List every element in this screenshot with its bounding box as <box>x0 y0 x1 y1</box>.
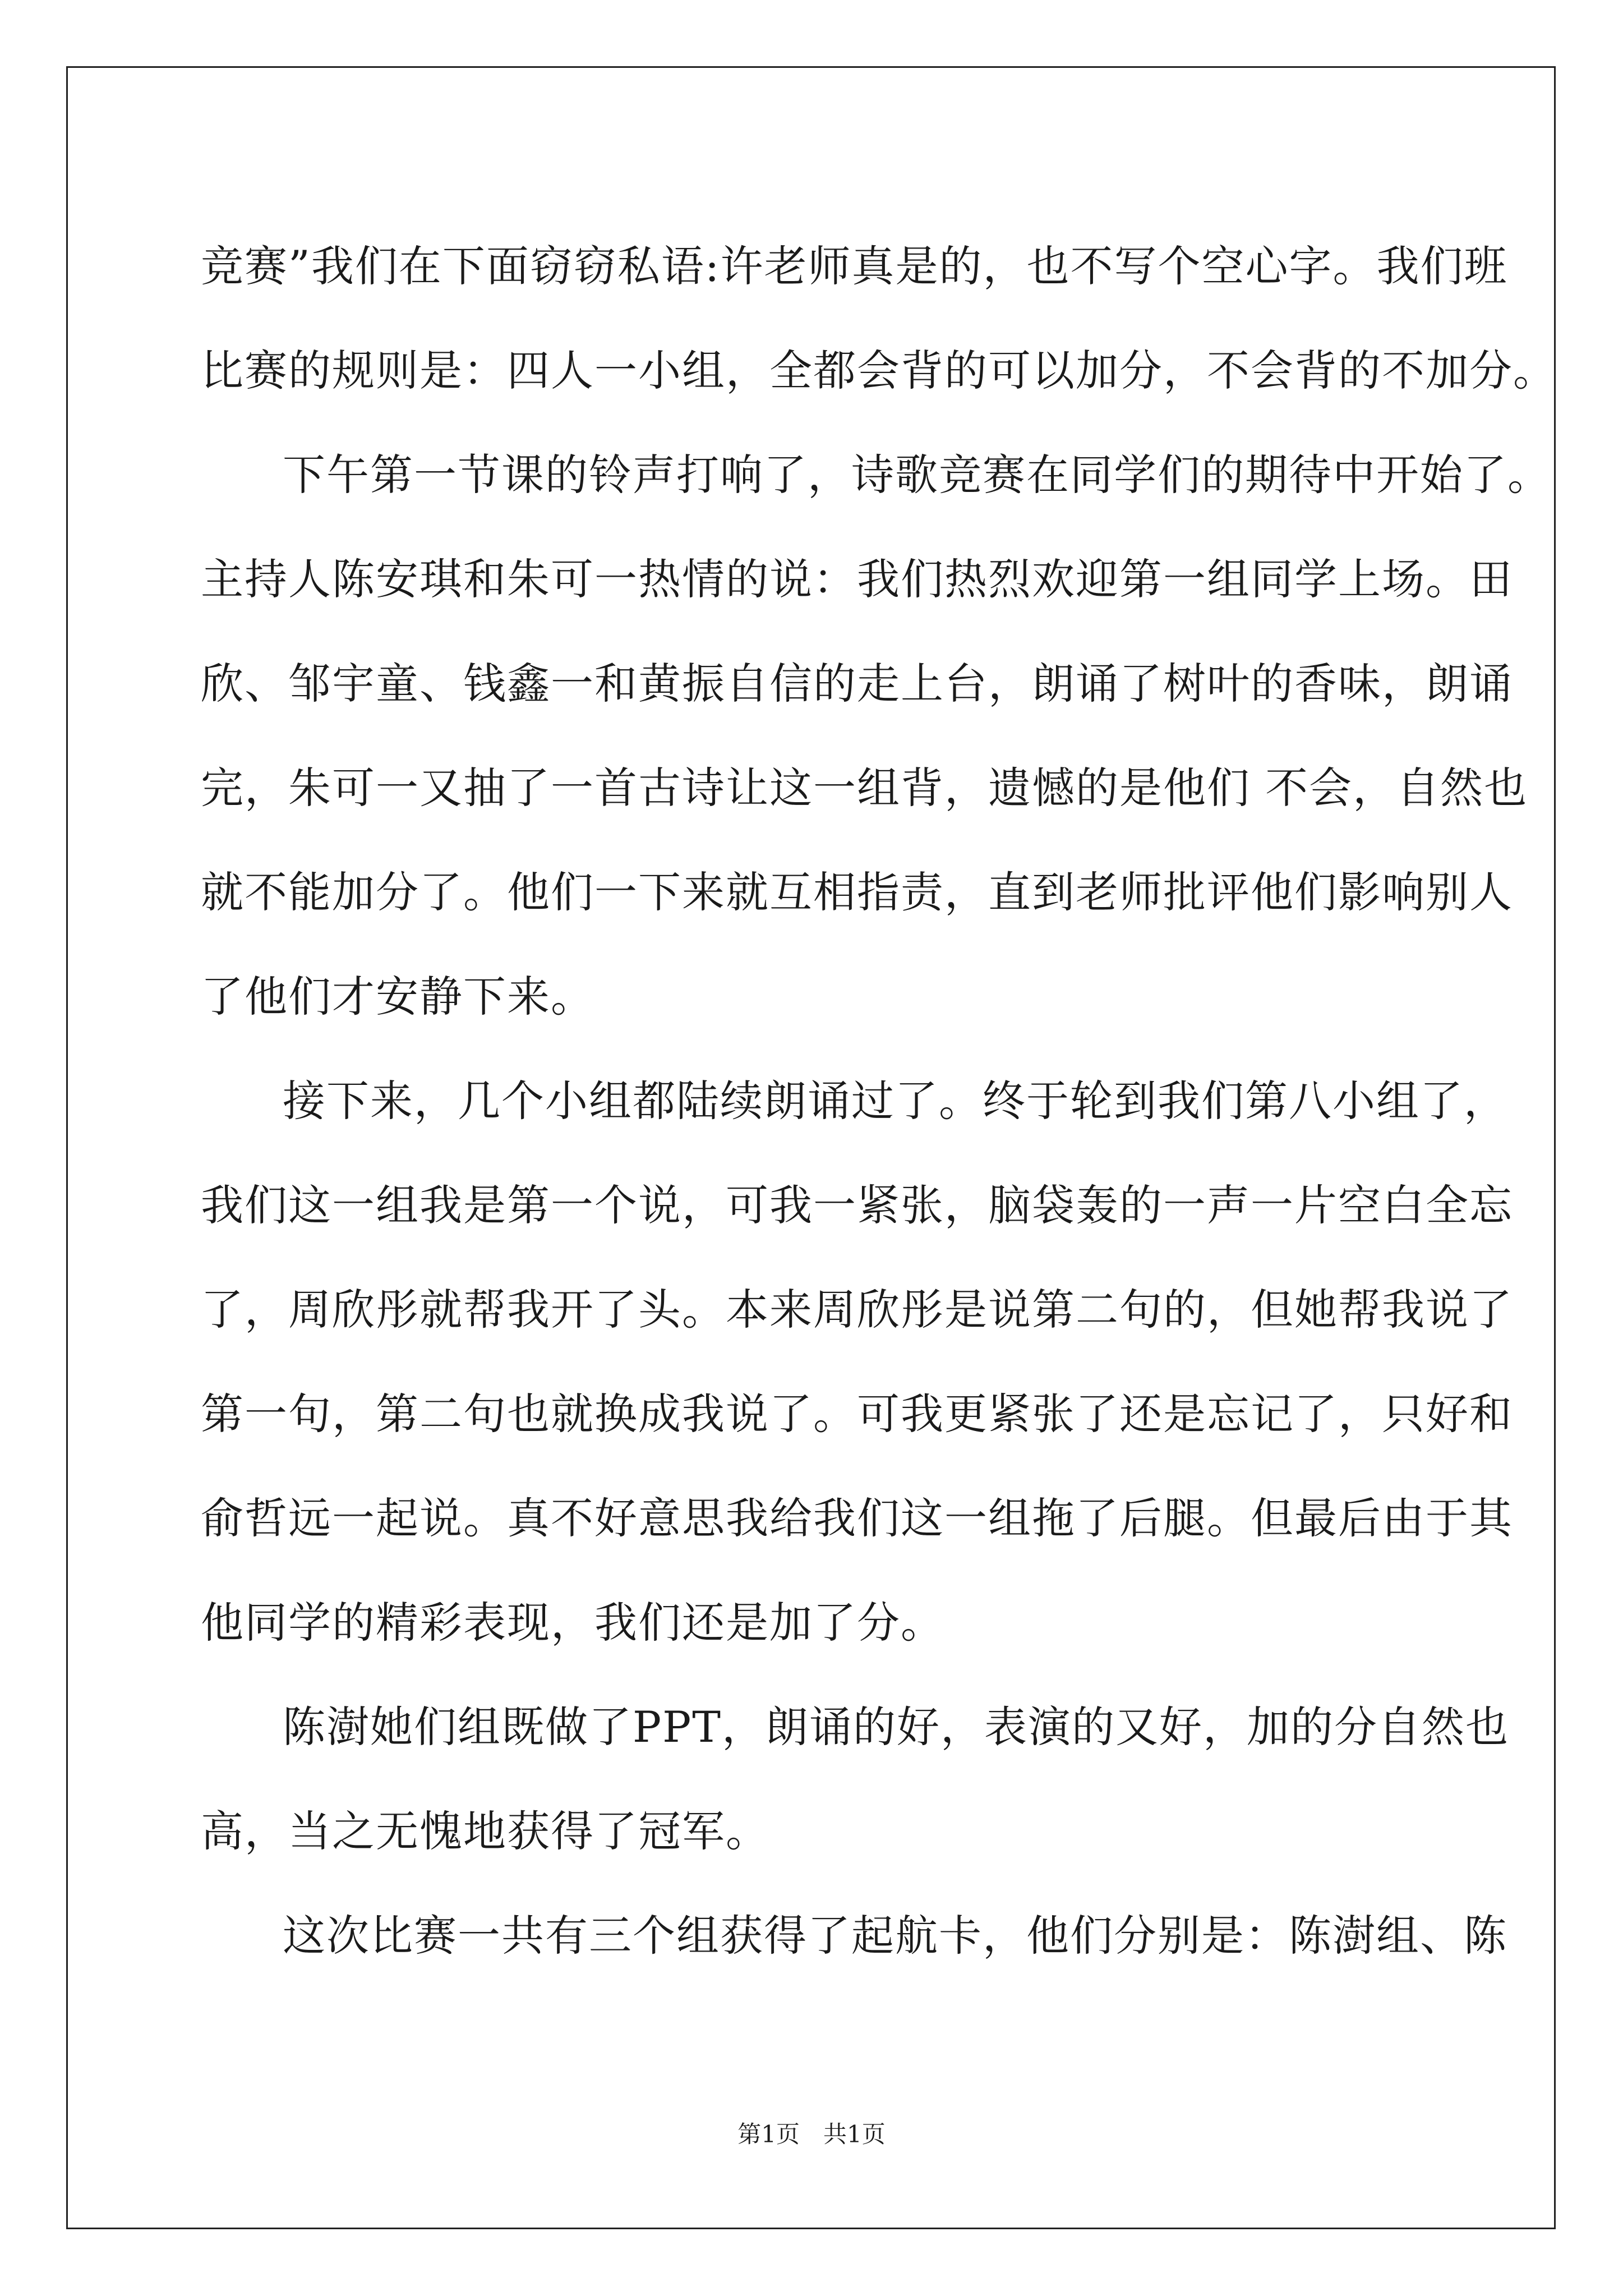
text-line: 主持人陈安琪和朱可一热情的说：我们热烈欢迎第一组同学上场。田 <box>201 554 1513 604</box>
text-line: 竞赛”我们在下面窃窃私语:许老师真是的，也不写个空心字。我们班 <box>201 241 1508 291</box>
text-line: 就不能加分了。他们一下来就互相指责，直到老师批评他们影响别人 <box>201 867 1513 917</box>
text-line: 我们这一组我是第一个说，可我一紧张，脑袋轰的一声一片空白全忘 <box>201 1180 1513 1230</box>
text-line: 俞哲远一起说。真不好意思我给我们这一组拖了后腿。但最后由于其 <box>201 1493 1513 1543</box>
text-line: 他同学的精彩表现，我们还是加了分。 <box>201 1598 944 1648</box>
page-footer: 第1页 共1页 <box>737 2120 886 2148</box>
text-line: 了他们才安静下来。 <box>201 972 594 1022</box>
text-line: 第一句，第二句也就换成我说了。可我更紧张了还是忘记了，只好和 <box>201 1389 1513 1439</box>
text-line: 完，朱可一又抽了一首古诗让这一组背，遗憾的是他们 不会，自然也 <box>201 763 1528 813</box>
text-line: 了，周欣彤就帮我开了头。本来周欣彤是说第二句的，但她帮我说了 <box>201 1285 1513 1335</box>
text-line: 欣、邹宇童、钱鑫一和黄振自信的走上台，朗诵了树叶的香味，朗诵 <box>201 659 1513 708</box>
text-line: 比赛的规则是：四人一小组，全都会背的可以加分，不会背的不加分。 <box>201 346 1557 395</box>
text-line: 陈澍她们组既做了PPT，朗诵的好，表演的又好，加的分自然也 <box>283 1702 1509 1752</box>
text-line: 这次比赛一共有三个组获得了起航卡，他们分别是：陈澍组、陈 <box>283 1911 1507 1961</box>
document-body <box>201 214 1557 1988</box>
text-line: 接下来，几个小组都陆续朗诵过了。终于轮到我们第八小组了， <box>283 1076 1507 1126</box>
text-line: 下午第一节课的铃声打响了，诗歌竞赛在同学们的期待中开始了。 <box>283 450 1551 500</box>
text-line: 高，当之无愧地获得了冠军。 <box>201 1806 769 1856</box>
